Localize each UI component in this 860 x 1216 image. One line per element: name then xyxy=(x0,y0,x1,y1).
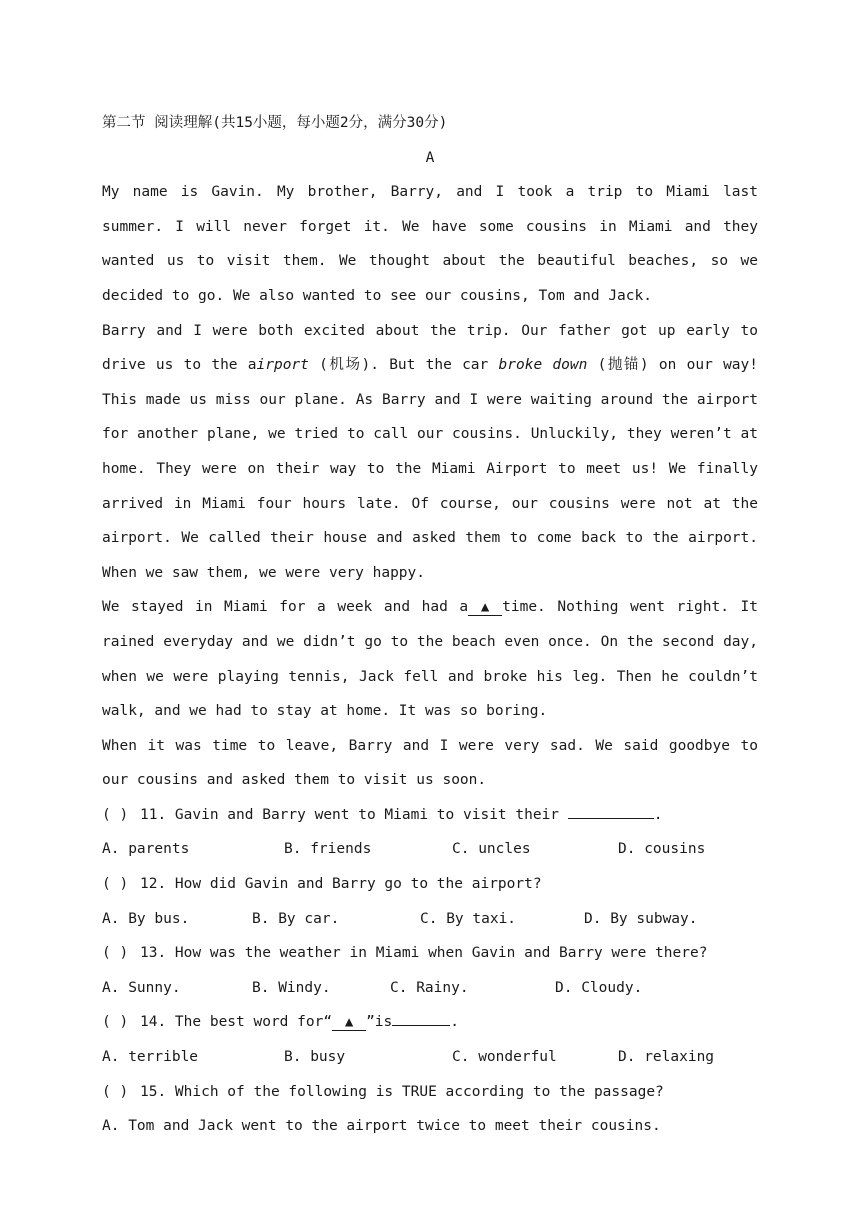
options-11 xyxy=(102,832,758,867)
answer-bracket[interactable]: ( ) xyxy=(102,1014,129,1031)
option-a: A. By bus. xyxy=(102,910,190,927)
question-stem: 15. Which of the following is TRUE according to the passage? xyxy=(140,1083,664,1100)
option-b: B. Windy. xyxy=(252,979,331,996)
answer-bracket[interactable]: ( ) xyxy=(102,945,129,962)
answer-bracket[interactable]: ( ) xyxy=(102,876,129,893)
option-c: C. By taxi. xyxy=(420,910,517,927)
triangle-blank xyxy=(332,1014,366,1031)
question-15 xyxy=(102,1075,758,1110)
question-stem: 13. How was the weather in Miami when Gavin and Barry were there? xyxy=(140,945,708,962)
reading-section xyxy=(102,106,758,1144)
paragraph-2-text: (抛锚) on our way! This made us miss our plane. As Barry and I were waiting around the airport for another plane, we tried to call our cousins. Unluckily, they weren’t at home. They were on their way to the Miami Airport to meet us! We finally arrived in Miami four hours late. Of course, our cousins were not at the airport. We called their house and asked them to come back to the airport. When we saw them, we were very happy. xyxy=(102,357,758,581)
airport-word: irport xyxy=(256,357,309,374)
option-d: D. relaxing xyxy=(618,1049,715,1066)
options-12 xyxy=(102,902,758,937)
answer-bracket[interactable]: ( ) xyxy=(102,1083,129,1100)
options-14 xyxy=(102,1040,758,1075)
paragraph-1: My name is Gavin. My brother, Barry, and I took a trip to Miami last summer. I will never forget it. We have some cousins in Miami and they wanted us to visit them. We thought about the beautiful beaches, so we decided to go. We also wanted to see our cousins, Tom and Jack. xyxy=(102,184,758,304)
passage-label: A xyxy=(425,149,435,166)
paragraph-2 xyxy=(102,314,758,591)
broke-down-phrase: broke down xyxy=(498,357,588,374)
option-c: C. uncles xyxy=(452,841,531,858)
question-14 xyxy=(102,1005,758,1040)
question-stem: 11. Gavin and Barry went to Miami to visit their xyxy=(140,806,560,823)
option-a: A. Tom and Jack went to the airport twice to meet their cousins. xyxy=(102,1118,661,1135)
option-a: A. terrible xyxy=(102,1049,199,1066)
answer-bracket[interactable]: ( ) xyxy=(102,806,129,823)
paragraph-2-text: Barry and I were both excited about the trip. Our father got up early to drive us to the a xyxy=(102,322,758,374)
paragraph-3-text: We stayed in Miami for a week and had a xyxy=(102,599,469,616)
question-stem: ”is xyxy=(366,1014,393,1031)
option-d: D. cousins xyxy=(618,841,706,858)
option-b: B. friends xyxy=(284,841,372,858)
triangle-icon: ▲ xyxy=(480,599,490,616)
section-title: 第二节 阅读理解(共15小题，每小题2分，满分30分) xyxy=(102,115,448,131)
option-b: B. By car. xyxy=(252,910,340,927)
question-11 xyxy=(102,798,758,833)
option-d: D. Cloudy. xyxy=(555,979,643,996)
question-stem: 14. The best word for“ xyxy=(140,1014,333,1031)
options-13 xyxy=(102,971,758,1006)
triangle-icon: ▲ xyxy=(344,1014,354,1031)
question-12 xyxy=(102,867,758,902)
option-a: A. parents xyxy=(102,841,190,858)
option-c: C. Rainy. xyxy=(390,979,469,996)
paragraph-3-text: time. Nothing went right. It rained everyday and we didn’t go to the beach even once. On the second day, when we were playing tennis, Jack fell and broke his leg. Then he couldn’t walk, and we had to stay at home. It was so boring. xyxy=(102,599,758,720)
question-tail: . xyxy=(653,806,663,823)
paragraph-4: When it was time to leave, Barry and I were very sad. We said goodbye to our cousins and asked them to visit us soon. xyxy=(102,737,758,789)
paragraph-3 xyxy=(102,590,758,728)
question-tail: . xyxy=(450,1014,459,1031)
options-15 xyxy=(102,1109,758,1144)
answer-blank xyxy=(392,1025,450,1026)
passage xyxy=(102,175,758,798)
option-b: B. busy xyxy=(284,1049,346,1066)
answer-blank xyxy=(568,818,654,819)
question-stem: 12. How did Gavin and Barry go to the airport? xyxy=(140,876,542,893)
option-c: C. wonderful xyxy=(452,1049,557,1066)
triangle-blank xyxy=(468,599,502,616)
option-d: D. By subway. xyxy=(584,910,698,927)
paragraph-2-text: (机场). But the car xyxy=(308,357,499,374)
option-a: A. Sunny. xyxy=(102,979,181,996)
question-13 xyxy=(102,936,758,971)
